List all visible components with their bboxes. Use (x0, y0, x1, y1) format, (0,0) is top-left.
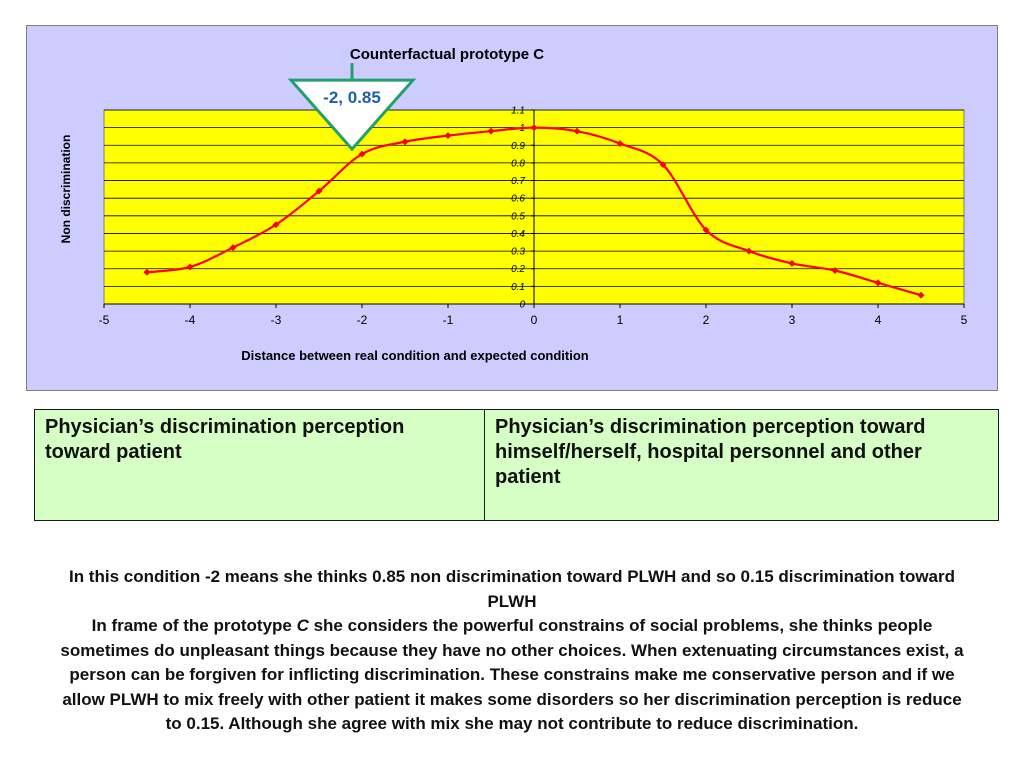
callout-label: -2, 0.85 (323, 88, 381, 108)
chart-panel (26, 25, 998, 391)
x-tick-label: -2 (356, 313, 368, 327)
x-tick-label: -5 (98, 313, 110, 327)
x-tick-label: 4 (874, 313, 882, 327)
x-tick-label: 0 (530, 313, 538, 327)
explanation-intro: In frame of the prototype (91, 616, 297, 635)
table-row (35, 410, 999, 521)
y-tick-label: 0.7 (511, 176, 525, 188)
y-tick-label: 0.9 (511, 140, 525, 152)
line-chart (27, 26, 999, 392)
y-tick-label: 1 (519, 123, 525, 135)
y-tick-label: 1.1 (511, 105, 525, 117)
x-tick-label: 2 (702, 313, 710, 327)
explanation-line-1: In this condition -2 means she thinks 0.85 non discrimination toward PLWH and so 0.15 discrimination toward PLWH (68, 567, 956, 611)
explanation-text (60, 565, 964, 737)
x-tick-label: -3 (270, 313, 282, 327)
table-cell-patient: Physician’s discrimination perception toward patient (35, 410, 485, 521)
y-tick-label: 0.5 (511, 211, 525, 223)
y-tick-label: 0 (519, 299, 525, 311)
y-tick-label: 0.2 (511, 264, 525, 276)
y-axis-title: Non discrimination (59, 134, 73, 244)
chart-title: Counterfactual prototype C (349, 46, 545, 63)
y-tick-label: 0.4 (511, 228, 525, 240)
x-tick-label: 3 (788, 313, 796, 327)
x-tick-label: 1 (616, 313, 624, 327)
explanation-line-2 (60, 614, 964, 737)
y-tick-label: 0.3 (511, 246, 525, 258)
explanation-body: she considers the powerful constrains of social problems, she thinks people sometimes do unpleasant things because they have no other choices. When extenuating circumstances exist, a person can be forgiven for inflicting discrimination. These constrains make me conservative person and if we allow PLWH to mix freely with other patient it makes some disorders so her discrimination perception is reduce to 0.15. Although she agree with mix she may not contribute to reduce discrimination. (60, 616, 964, 733)
comparison-table (34, 409, 999, 521)
prototype-letter: C (296, 616, 309, 635)
table-cell-personnel: Physician’s discrimination perception toward himself/herself, hospital personnel and other patient (485, 410, 999, 521)
x-axis-title: Distance between real condition and expected condition (241, 348, 589, 363)
y-tick-label: 0.8 (511, 158, 525, 170)
y-tick-label: 0.1 (511, 281, 525, 293)
x-tick-label: -4 (184, 313, 196, 327)
y-tick-label: 0.6 (511, 193, 525, 205)
x-tick-label: 5 (960, 313, 968, 327)
x-tick-label: -1 (442, 313, 454, 327)
